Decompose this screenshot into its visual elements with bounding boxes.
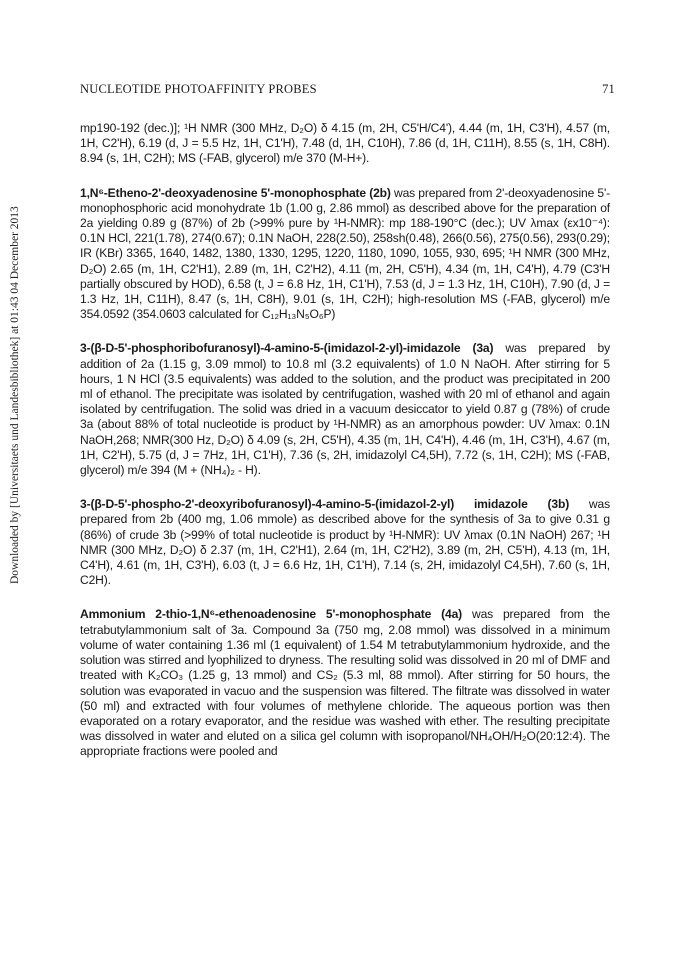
compound-heading: 3-(β-D-5'-phospho-2'-deoxyribofuranosyl)-4-amino-5-(imidazol-2-yl) imidazole (3b): [80, 497, 570, 512]
compound-heading: 1,N⁶-Etheno-2'-deoxyadenosine 5'-monophosphate (2b): [80, 185, 391, 200]
running-header: [60, 82, 615, 98]
page-number: 71: [602, 82, 615, 96]
paragraph-compound-4a: [80, 607, 610, 759]
paragraph-compound-3b: [80, 497, 610, 588]
paragraph-text: mp190-192 (dec.)]; ¹H NMR (300 MHz, D₂O) δ 4.15 (m, 2H, C5'H/C4'), 4.44 (m, 1H, C3'H), 4.57 (m, 1H, C2'H), 6.19 (d, J = 5.5 Hz, 1H, C1'H), 7.48 (d, 1H, C10H), 7.86 (d, 1H, C11H), 8.55 (s, 1H, C8H). 8.94 (s, 1H, C2H); MS (-FAB, glycerol) m/e 370 (M-H+).: [80, 121, 610, 166]
compound-heading: Ammonium 2-thio-1,N⁶-ethenoadenosine 5'-monophosphate (4a): [80, 607, 463, 622]
paragraph-compound-2b: [80, 186, 610, 323]
paragraph-text: was prepared from 2b (400 mg, 1.06 mmole) as described above for the synthesis of 3a to give 0.31 g (86%) of crude 3b (>99% of total nucleotide is product by ¹H-NMR): UV λmax (0.1N NaOH) 267; ¹H NMR (300 MHz, D₂O) δ 2.37 (m, 1H, C2'H1), 2.64 (m, 1H, C2'H2), 3.89 (m, 2H, C5'H), 4.13 (m, 1H, C4'H), 4.61 (m, 1H, C3'H), 6.03 (t, J = 6.6 Hz, 1H, C1'H), 7.14 (s, 2H, imidazolyl C4,5H), 7.60 (s, 1H, C2H).: [80, 497, 610, 588]
paragraph-text: was prepared from 2'-deoxyadenosine 5'-monophosphoric acid monohydrate 1b (1.00 g, 2.86 mmol) as described above for the preparation of 2a yielding 0.89 g (87%) of 2b (>99% pure by ¹H-NMR): mp 188-190°C (dec.); UV λmax (εx10⁻⁴): 0.1N HCl, 221(1.78), 274(0.67); 0.1N NaOH, 228(2.50), 258sh(0.48), 266(0.56), 275(0.56), 293(0.29); IR (KBr) 3365, 1640, 1482, 1380, 1330, 1295, 1220, 1180, 1090, 1055, 930, 695; ¹H NMR (300 MHz, D₂O) 2.65 (m, 1H, C2'H1), 2.89 (m, 1H, C2'H2), 4.11 (m, 2H, C5'H), 4.34 (m, 1H, C4'H), 4.79 (C3'H partially obscured by HOD), 6.58 (t, J = 6.8 Hz, 1H, C1'H), 7.53 (d, J = 1.3 Hz, 1H, C10H), 7.90 (d, J = 1.3 Hz, 1H, C11H), 8.47 (s, 1H, C8H), 9.01 (s, 1H, C2H); high-resolution MS (-FAB, glycerol) m/e 354.0592 (354.0603 calculated for C₁₂H₁₃N₅O₆P): [80, 185, 610, 322]
paragraph-compound-3a: [80, 341, 610, 478]
body-text: [80, 121, 610, 760]
running-title: NUCLEOTIDE PHOTOAFFINITY PROBES: [80, 82, 317, 96]
download-watermark: Downloaded by [Universitaets und Landesbibliothek] at 01:43 04 December 2013: [9, 206, 21, 584]
paragraph-continuation: [80, 121, 610, 167]
paragraph-text: was prepared from the tetrabutylammonium salt of 3a. Compound 3a (750 mg, 2.08 mmol) was dissolved in a minimum volume of water containing 1.36 ml (1 equivalent) of 1.54 M tetrabutylammonium hydroxide, and the solution was stirred and lyophilized to dryness. The resulting solid was dissolved in 20 ml of DMF and treated with K₂CO₃ (1.25 g, 13 mmol) and CS₂ (5.3 ml, 88 mmol). After stirring for 50 hours, the solution was evaporated in vacuo and the suspension was filtered. The filtrate was dissolved in water (50 ml) and extracted with four volumes of methylene chloride. The aqueous portion was then evaporated on a rotary evaporator, and the residue was washed with ether. The resulting precipitate was dissolved in water and eluted on a silica gel column with isopropanol/NH₄OH/H₂O(20:12:4). The appropriate fractions were pooled and: [80, 607, 610, 759]
paragraph-text: was prepared by addition of 2a (1.15 g, 3.09 mmol) to 10.8 ml (3.2 equivalents) of 1.0 N NaOH. After stirring for 5 hours, 1 N HCl (3.5 equivalents) was added to the solution, and the product was precipitated in 200 ml of ethanol. The precipitate was isolated by centrifugation, washed with 20 ml of ethanol and again isolated by centrifugation. The solid was dried in a vacuum desiccator to yield 0.87 g (78%) of crude 3a (about 88% of total nucleotide is product by ¹H-NMR) as an amorphous powder: UV λmax: 0.1N NaOH,268; NMR(300 Hz, D₂O) δ 4.09 (s, 2H, C5'H), 4.35 (m, 1H, C4'H), 4.46 (m, 1H, C3'H), 4.67 (m, 1H, C2'H), 5.75 (d, J = 7Hz, 1H, C1'H), 7.36 (s, 2H, imidazolyl C4,5H), 7.72 (s, 1H, C2H); MS (-FAB, glycerol) m/e 394 (M + (NH₄)₂ - H).: [80, 341, 610, 478]
compound-heading: 3-(β-D-5'-phosphoribofuranosyl)-4-amino-5-(imidazol-2-yl)-imidazole (3a): [80, 341, 494, 356]
